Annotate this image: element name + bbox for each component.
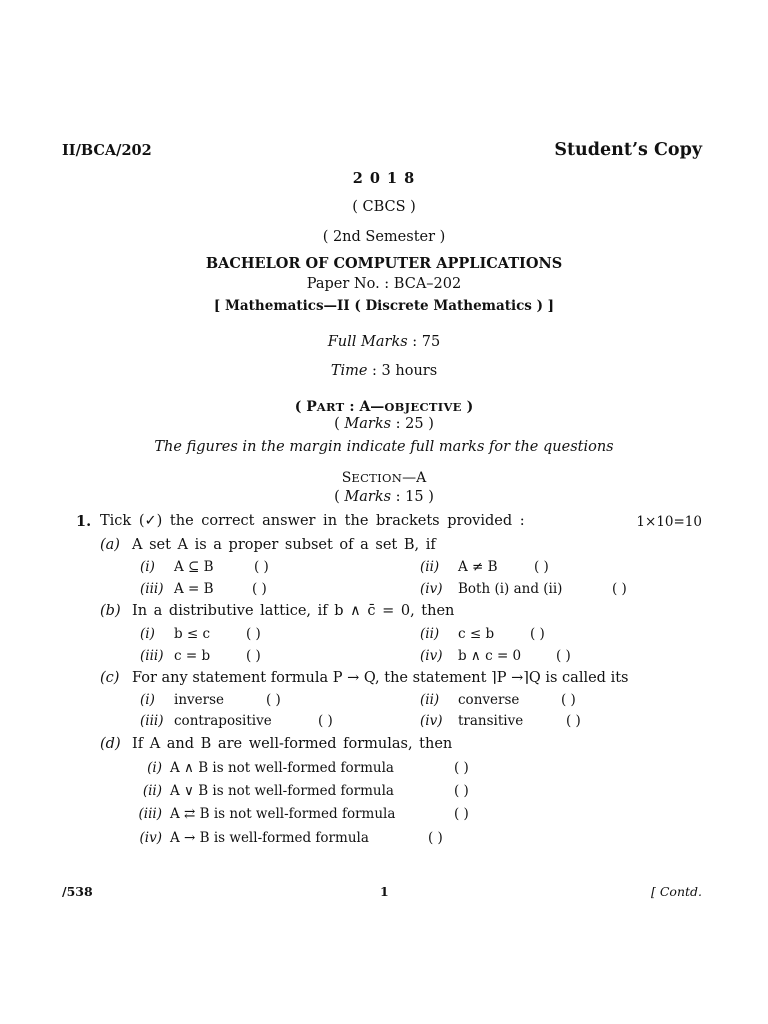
- time-value: : 3 hours: [367, 363, 438, 379]
- bracket-d-iv[interactable]: ( ): [428, 830, 443, 846]
- footer-code: /538: [62, 884, 93, 899]
- time-label: Time: [330, 363, 368, 379]
- section-heading: SECTION—A: [341, 470, 427, 486]
- option-c-ii: (ii) converse: [420, 692, 520, 708]
- option-d-iii: (iii) A ⇄ B is not well-formed formula: [138, 806, 396, 822]
- bracket-d-i[interactable]: ( ): [454, 760, 469, 776]
- bracket-d-iii[interactable]: ( ): [454, 806, 469, 822]
- subq-b-stem: In a distributive lattice, if b ∧ c̄ = 0, then: [132, 603, 455, 619]
- bracket-a-ii[interactable]: ( ): [534, 559, 549, 575]
- question-text: Tick (✓) the correct answer in the brackets provided :: [100, 513, 525, 529]
- option-a-ii: (ii) A ≠ B: [420, 559, 498, 575]
- subject-title: [ Mathematics—II ( Discrete Mathematics ) ]: [213, 298, 555, 314]
- bracket-a-iv[interactable]: ( ): [612, 581, 627, 597]
- continued-note: [ Contd.: [651, 884, 702, 899]
- option-a-iii: (iii) A = B: [140, 581, 214, 597]
- part-heading: ( PART : A—OBJECTIVE ): [294, 399, 474, 415]
- option-c-iii: (iii) contrapositive: [140, 713, 272, 729]
- part-marks: ( Marks : 25 ): [334, 416, 434, 432]
- full-marks-value: : 75: [407, 334, 441, 350]
- subq-d-stem: If A and B are well-formed formulas, then: [132, 736, 453, 752]
- option-d-iv: (iv) A → B is well-formed formula: [139, 830, 369, 846]
- option-b-ii: (ii) c ≤ b: [420, 626, 495, 642]
- option-b-iii: (iii) c = b: [140, 648, 211, 664]
- subq-b-label: (b): [100, 603, 121, 619]
- full-marks-label: Full Marks: [327, 334, 408, 350]
- paper-number: Paper No. : BCA–202: [306, 276, 462, 292]
- option-b-iv: (iv) b ∧ c = 0: [420, 648, 522, 664]
- bracket-b-iii[interactable]: ( ): [246, 648, 261, 664]
- bracket-b-iv[interactable]: ( ): [556, 648, 571, 664]
- bracket-c-i[interactable]: ( ): [266, 692, 281, 708]
- subq-a-stem: A set A is a proper subset of a set B, if: [132, 537, 436, 553]
- bracket-c-ii[interactable]: ( ): [561, 692, 576, 708]
- option-d-i: (i) A ∧ B is not well-formed formula: [147, 760, 394, 776]
- students-copy-label: Student’s Copy: [554, 140, 702, 160]
- option-a-iv: (iv) Both (i) and (ii): [420, 581, 563, 597]
- question-marks: 1×10=10: [636, 514, 702, 530]
- bracket-a-i[interactable]: ( ): [254, 559, 269, 575]
- option-d-ii: (ii) A ∨ B is not well-formed formula: [142, 783, 394, 799]
- option-c-iv: (iv) transitive: [420, 713, 524, 729]
- exam-year: 2 0 1 8: [352, 170, 416, 187]
- bracket-c-iv[interactable]: ( ): [566, 713, 581, 729]
- bracket-c-iii[interactable]: ( ): [318, 713, 333, 729]
- full-marks: [0, 334, 768, 350]
- semester: ( 2nd Semester ): [322, 229, 446, 245]
- option-a-i: (i) A ⊆ B: [140, 559, 214, 575]
- instruction: The figures in the margin indicate full marks for the questions: [154, 439, 614, 455]
- bracket-b-ii[interactable]: ( ): [530, 626, 545, 642]
- option-b-i: (i) b ≤ c: [140, 626, 211, 642]
- subq-d-label: (d): [100, 736, 121, 752]
- scheme: ( CBCS ): [352, 199, 416, 215]
- subq-c-label: (c): [100, 670, 120, 686]
- bracket-d-ii[interactable]: ( ): [454, 783, 469, 799]
- option-c-i: (i) inverse: [140, 692, 224, 708]
- page-number: 1: [380, 884, 389, 899]
- section-marks: ( Marks : 15 ): [334, 489, 434, 505]
- subq-a-label: (a): [100, 537, 120, 553]
- subq-c-stem: For any statement formula P → Q, the statement ⌉P →⌉Q is called its: [132, 670, 629, 686]
- time-allowed: [0, 363, 768, 379]
- paper-code: II/BCA/202: [62, 142, 152, 159]
- programme-title: BACHELOR OF COMPUTER APPLICATIONS: [205, 255, 563, 272]
- question-number: 1.: [76, 513, 92, 530]
- bracket-b-i[interactable]: ( ): [246, 626, 261, 642]
- bracket-a-iii[interactable]: ( ): [252, 581, 267, 597]
